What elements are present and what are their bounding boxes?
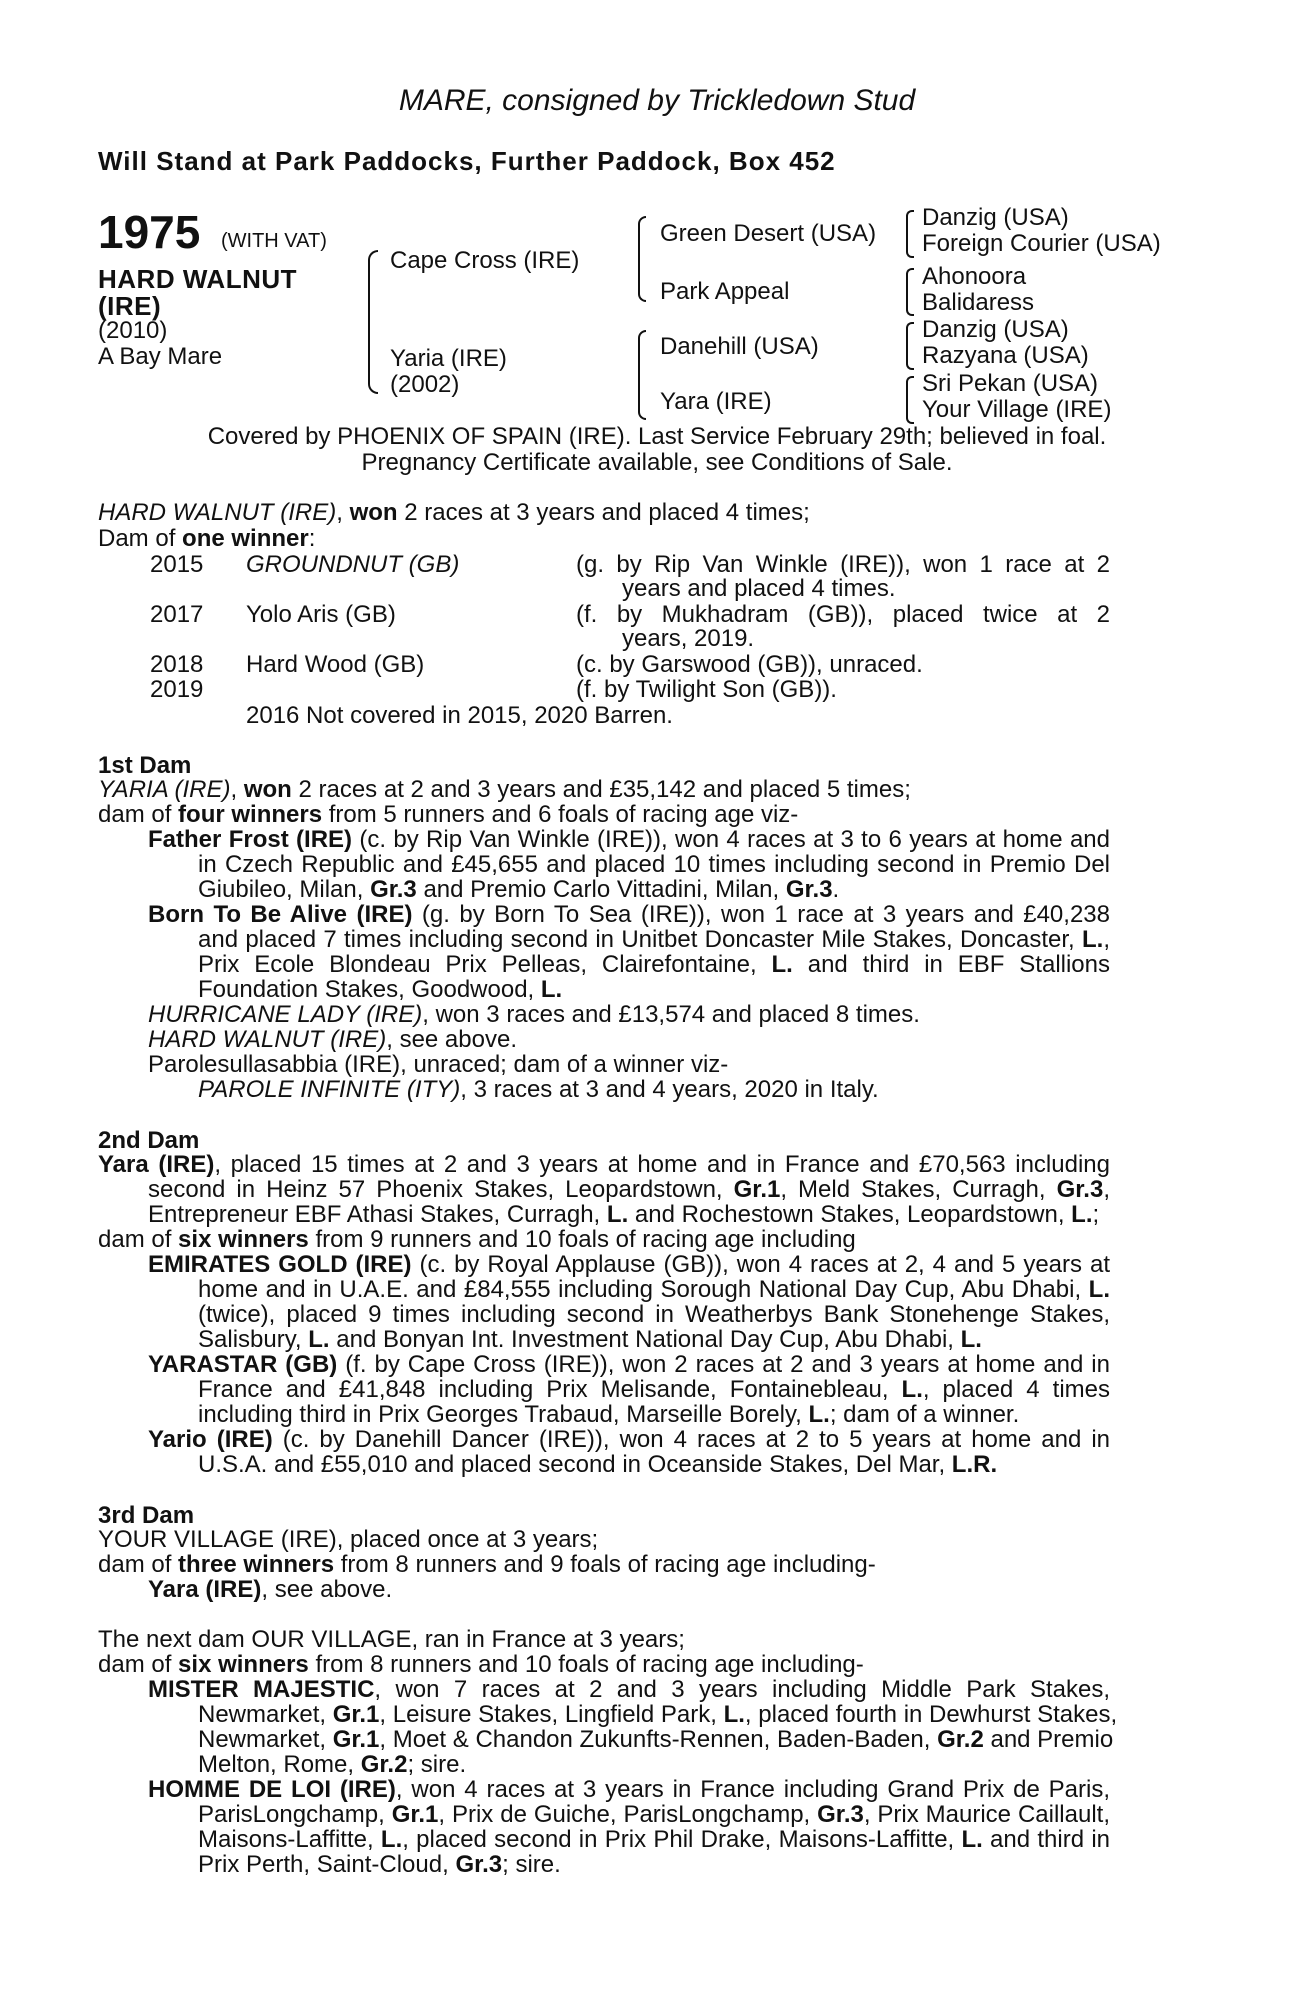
pedigree-bracket <box>638 330 646 420</box>
produce-name: GROUNDNUT (GB) <box>246 551 460 578</box>
text-run: from 5 runners and 6 foals of racing age viz- <box>322 801 799 828</box>
pedigree-sire-sire: Green Desert (USA) <box>660 220 877 247</box>
text-run: MISTER MAJESTIC <box>148 1676 375 1703</box>
text-run: Gr.1 <box>391 1801 439 1828</box>
text-run: ; <box>1092 1201 1100 1228</box>
text-run: HOMME DE LOI (IRE) <box>148 1776 396 1803</box>
text-run: (c. by Royal Applause (GB)), won 4 races at 2, 4 and 5 years at <box>411 1251 1110 1278</box>
text-run: (c. by Danehill Dancer (IRE)), won 4 races at 2 to 5 years at home and in <box>272 1426 1111 1453</box>
text-run: Gr.3 <box>817 1801 864 1828</box>
text-line <box>198 877 839 903</box>
produce-detail: (g. by Rip Van Winkle (IRE)), won 1 race at 2 <box>576 551 1110 578</box>
pedigree-bracket <box>638 216 646 302</box>
text-run: Gr.3 <box>1056 1176 1104 1203</box>
text-run: Newmarket, <box>198 1726 333 1753</box>
text-run: won <box>349 499 398 526</box>
text-run: Gr.1 <box>733 1176 781 1203</box>
text-run: , placed second in Prix Phil Drake, Maisons-Laffitte, <box>402 1826 962 1853</box>
text-run: dam of <box>98 1651 179 1678</box>
text-run: 2 races at 3 years and placed 4 times; <box>397 499 810 526</box>
text-run: , <box>1103 926 1110 953</box>
text-run: (c. by Rip Van Winkle (IRE)), won 4 races at 3 to 6 years at home and <box>352 826 1110 853</box>
third-dam-record <box>98 1552 876 1578</box>
pedigree-dds: Sri Pekan (USA) <box>922 370 1099 397</box>
produce-year: 2018 <box>150 651 204 678</box>
text-run: Entrepreneur EBF Athasi Stakes, Curragh, <box>148 1201 607 1228</box>
pedigree-ddd: Your Village (IRE) <box>922 396 1112 423</box>
text-run: L. <box>901 1376 923 1403</box>
text-line: (twice), placed 9 times including second in Weatherbys Bank Stonehenge Stakes, <box>198 1301 1110 1328</box>
text-line <box>198 1802 1110 1828</box>
text-run: and Premio Carlo Vittadini, Milan, <box>416 876 786 903</box>
text-run: ; sire. <box>407 1751 467 1778</box>
produce-year: 2017 <box>150 601 204 628</box>
text-run: and placed 7 times including second in Unitbet Doncaster Mile Stakes, Doncaster, <box>198 926 1082 953</box>
text-run: Gr.1 <box>332 1701 380 1728</box>
text-run: ; dam of a winner. <box>829 1401 1020 1428</box>
page-title: MARE, consigned by Trickledown Stud <box>398 84 916 117</box>
next-dam-intro: The next dam OUR VILLAGE, ran in France at 3 years; <box>98 1626 685 1653</box>
pedigree-dam-sire: Danehill (USA) <box>660 333 819 360</box>
text-run: , placed 15 times at 2 and 3 years at home and in France and £70,563 including <box>214 1151 1110 1178</box>
text-run: 2 races at 2 and 3 years and £35,142 and placed 5 times; <box>291 776 911 803</box>
third-dam-intro: YOUR VILLAGE (IRE), placed once at 3 years; <box>98 1526 599 1553</box>
pedigree-dss: Danzig (USA) <box>922 316 1069 343</box>
text-run: , placed fourth in Dewhurst Stakes, <box>744 1701 1118 1728</box>
pedigree-dam-dam: Yara (IRE) <box>660 388 772 415</box>
text-run: second in Heinz 57 Phoenix Stakes, Leopardstown, <box>148 1176 734 1203</box>
text-run: Gr.2 <box>937 1726 984 1753</box>
text-line <box>148 1777 1110 1803</box>
first-dam-heading: 1st Dam <box>98 752 192 779</box>
pedigree-dam: Yaria (IRE) <box>390 345 507 372</box>
produce-dam-of <box>98 526 315 552</box>
pedigree-bracket <box>906 268 914 316</box>
text-run: L. <box>771 951 793 978</box>
first-dam-intro <box>98 777 911 803</box>
produce-name: Hard Wood (GB) <box>246 651 425 678</box>
text-line <box>198 1752 466 1778</box>
list-item <box>148 1577 392 1603</box>
text-run: U.S.A. and £55,010 and placed second in Oceanside Stakes, Del Mar, <box>198 1451 952 1478</box>
text-run: , won 7 races at 2 and 3 years including Middle Park Stakes, <box>374 1676 1110 1703</box>
second-dam-record <box>98 1227 856 1253</box>
text-run: L. <box>808 1401 830 1428</box>
produce-intro <box>98 500 810 526</box>
text-run: , placed 4 times <box>922 1376 1110 1403</box>
text-run: Gr.3 <box>370 876 417 903</box>
second-dam-heading: 2nd Dam <box>98 1127 200 1154</box>
text-run: , Meld Stakes, Curragh, <box>780 1176 1057 1203</box>
produce-detail: (f. by Twilight Son (GB)). <box>576 676 837 703</box>
text-run: Foundation Stakes, Goodwood, <box>198 976 541 1003</box>
text-run: Father Frost (IRE) <box>148 826 353 853</box>
text-run: HARD WALNUT (IRE) <box>98 499 337 526</box>
text-line <box>198 1452 997 1478</box>
text-run: L. <box>961 1826 983 1853</box>
text-run: six winners <box>178 1651 309 1678</box>
produce-detail: (f. by Mukhadram (GB)), placed twice at 2 <box>576 601 1110 628</box>
text-run: Giubileo, Milan, <box>198 876 371 903</box>
text-run: L. <box>606 1201 629 1228</box>
second-dam-intro <box>98 1152 1110 1178</box>
text-line <box>198 1827 1110 1853</box>
list-item <box>148 1027 517 1053</box>
pedigree-sss: Danzig (USA) <box>922 204 1069 231</box>
text-run: HURRICANE LADY (IRE) <box>148 1001 423 1028</box>
produce-detail: years, 2019. <box>622 625 755 652</box>
pedigree-sire: Cape Cross (IRE) <box>390 247 580 274</box>
text-run: Salisbury, <box>198 1326 309 1353</box>
vat-note: (WITH VAT) <box>221 230 327 252</box>
third-dam-heading: 3rd Dam <box>98 1502 195 1529</box>
text-line <box>198 1327 982 1353</box>
text-run: Gr.1 <box>332 1726 380 1753</box>
pedigree-sire-dam: Park Appeal <box>660 278 790 305</box>
pedigree-bracket <box>906 322 914 370</box>
pedigree-sdd: Balidaress <box>922 289 1035 316</box>
list-item <box>148 1002 920 1028</box>
text-run: , Leisure Stakes, Lingfield Park, <box>379 1701 724 1728</box>
text-line: in Czech Republic and £45,655 and placed 10 times including second in Premio Del <box>198 851 1110 878</box>
pedigree-dsd: Razyana (USA) <box>922 342 1089 369</box>
first-dam-record <box>98 802 798 828</box>
text-run: (f. by Cape Cross (IRE)), won 2 races at 2 and 3 years at home and in <box>337 1351 1110 1378</box>
horse-description: A Bay Mare <box>98 343 223 370</box>
text-run: , 3 races at 3 and 4 years, 2020 in Italy. <box>460 1076 879 1103</box>
text-line <box>148 902 1110 928</box>
text-run: won <box>243 776 292 803</box>
text-run: from 8 runners and 9 foals of racing age including- <box>334 1551 876 1578</box>
pedigree-dam-year: (2002) <box>390 371 460 398</box>
text-run: Born To Be Alive (IRE) <box>148 901 413 928</box>
text-run: Gr.3 <box>785 876 833 903</box>
list-item <box>198 1077 879 1103</box>
text-line <box>198 977 562 1003</box>
text-line <box>198 1701 1118 1728</box>
text-line <box>198 927 1110 953</box>
text-run: and Rochestown Stakes, Leopardstown, <box>628 1201 1072 1228</box>
text-line <box>198 1277 1110 1303</box>
text-run: ParisLongchamp, <box>198 1801 392 1828</box>
text-run: , see above. <box>386 1026 517 1053</box>
pregnancy-note: Pregnancy Certificate available, see Conditions of Sale. <box>361 449 953 476</box>
text-line <box>148 1252 1110 1278</box>
text-run: L. <box>960 1326 982 1353</box>
text-run: Yario (IRE) <box>148 1426 273 1453</box>
text-line <box>148 827 1110 853</box>
text-run: Yara (IRE) <box>148 1576 262 1603</box>
text-run: from 9 runners and 10 foals of racing age including <box>308 1226 856 1253</box>
text-run: Yara (IRE) <box>98 1151 215 1178</box>
produce-detail: (c. by Garswood (GB)), unraced. <box>576 651 923 678</box>
text-line <box>198 952 1110 978</box>
text-run: , Prix de Guiche, ParisLongchamp, <box>438 1801 818 1828</box>
text-run: and third in EBF Stallions <box>792 951 1111 978</box>
produce-detail: years and placed 4 times. <box>622 575 896 602</box>
text-run: Prix Ecole Blondeau Prix Pelleas, Clairefontaine, <box>198 951 772 978</box>
text-run: , see above. <box>261 1576 393 1603</box>
text-line <box>198 1852 561 1878</box>
text-run: , <box>230 776 244 803</box>
text-run: , won 4 races at 3 years in France including Grand Prix de Paris, <box>395 1776 1110 1803</box>
produce-note: 2016 Not covered in 2015, 2020 Barren. <box>246 702 673 729</box>
pedigree-bracket <box>368 250 378 394</box>
text-run: PAROLE INFINITE (ITY) <box>198 1076 461 1103</box>
text-run: Gr.2 <box>360 1751 408 1778</box>
text-run: L.R. <box>951 1451 998 1478</box>
text-run: , Moet & Chandon Zukunfts-Rennen, Baden-Baden, <box>379 1726 938 1753</box>
pedigree-sds: Ahonoora <box>922 263 1027 290</box>
text-run: six winners <box>178 1226 309 1253</box>
text-line <box>198 1402 1019 1428</box>
text-run: Gr.3 <box>455 1851 503 1878</box>
text-run: , Prix Maurice Caillault, <box>863 1801 1110 1828</box>
text-run: EMIRATES GOLD (IRE) <box>148 1251 412 1278</box>
pedigree-bracket <box>906 376 914 424</box>
text-line <box>198 1726 1114 1753</box>
lot-number: 1975 <box>98 206 201 258</box>
horse-country: (IRE) <box>98 291 162 321</box>
text-run: L. <box>308 1326 330 1353</box>
produce-year: 2015 <box>150 551 204 578</box>
text-run: and third in <box>982 1826 1110 1853</box>
covered-by: Covered by PHOENIX OF SPAIN (IRE). Last Service February 29th; believed in foal. <box>207 423 1107 450</box>
text-run: L. <box>723 1701 745 1728</box>
text-line <box>198 1377 1110 1403</box>
text-run: Prix Perth, Saint-Cloud, <box>198 1851 456 1878</box>
next-dam-record <box>98 1652 864 1678</box>
text-line <box>148 1677 1110 1703</box>
text-run: (g. by Born To Sea (IRE)), won 1 race at 3 years and £40,238 <box>412 901 1110 928</box>
produce-year: 2019 <box>150 676 204 703</box>
text-run: four winners <box>178 801 323 828</box>
produce-name: Yolo Aris (GB) <box>246 601 396 628</box>
text-run: L. <box>380 1826 403 1853</box>
text-run: dam of <box>98 1226 179 1253</box>
text-run: France and £41,848 including Prix Melisande, Fontainebleau, <box>198 1376 902 1403</box>
text-run: YARIA (IRE) <box>98 776 231 803</box>
list-item: Parolesullasabbia (IRE), unraced; dam of a winner viz- <box>148 1051 729 1078</box>
text-run: L. <box>1071 1201 1093 1228</box>
text-run: HARD WALNUT (IRE) <box>148 1026 387 1053</box>
text-run: dam of <box>98 1551 179 1578</box>
text-line <box>148 1427 1110 1453</box>
stand-location: Will Stand at Park Paddocks, Further Paddock, Box 452 <box>98 146 836 176</box>
text-run: : <box>308 525 316 552</box>
horse-year: (2010) <box>98 317 168 344</box>
text-run: from 8 runners and 10 foals of racing age including- <box>308 1651 864 1678</box>
text-run: three winners <box>178 1551 335 1578</box>
pedigree-bracket <box>906 210 914 258</box>
text-run: Dam of <box>98 525 183 552</box>
text-run: L. <box>1088 1276 1110 1303</box>
second-dam-text <box>148 1202 1099 1228</box>
text-run: , <box>336 499 350 526</box>
text-run: including third in Prix Georges Trabaud, Marseille Borely, <box>198 1401 809 1428</box>
text-run: dam of <box>98 801 179 828</box>
text-run: Melton, Rome, <box>198 1751 361 1778</box>
text-run: ; sire. <box>502 1851 561 1878</box>
text-line <box>148 1352 1110 1378</box>
text-run: and Bonyan Int. Investment National Day Cup, Abu Dhabi, <box>329 1326 961 1353</box>
text-run: YARASTAR (GB) <box>148 1351 338 1378</box>
text-run: one winner <box>182 525 309 552</box>
text-run: Maisons-Laffitte, <box>198 1826 381 1853</box>
horse-name: HARD WALNUT <box>98 264 298 294</box>
text-run: and Premio <box>983 1726 1114 1753</box>
text-run: Newmarket, <box>198 1701 333 1728</box>
text-run: L. <box>1082 926 1104 953</box>
text-run: , <box>1103 1176 1110 1203</box>
text-run: . <box>832 876 840 903</box>
text-run: L. <box>540 976 563 1003</box>
second-dam-text <box>148 1177 1110 1203</box>
text-run: home and in U.A.E. and £84,555 including Sorough National Day Cup, Abu Dhabi, <box>198 1276 1089 1303</box>
pedigree-ssd: Foreign Courier (USA) <box>922 230 1161 257</box>
text-run: , won 3 races and £13,574 and placed 8 times. <box>422 1001 920 1028</box>
